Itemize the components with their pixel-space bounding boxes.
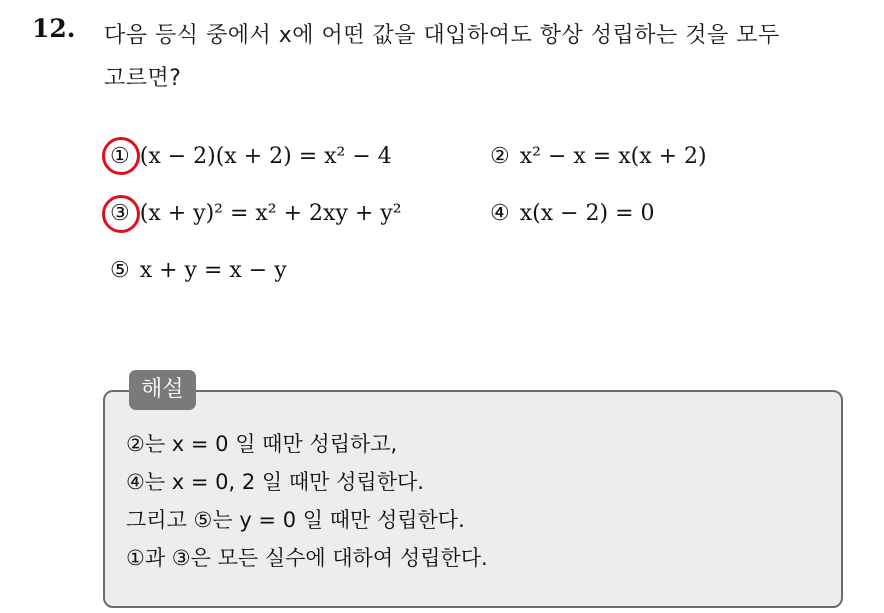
choice-1-expression: (x − 2)(x + 2) = x² − 4	[139, 144, 392, 169]
solution-line-4: ①과 ③은 모든 실수에 대하여 성립한다.	[126, 546, 488, 570]
choice-4-number: ④	[490, 201, 510, 226]
question-text-line2: 고르면?	[104, 66, 182, 91]
question-text	[104, 14, 874, 100]
choice-5-number: ⑤	[110, 258, 130, 283]
choice-2-expression: x² − x = x(x + 2)	[519, 144, 707, 169]
choice-1[interactable]	[110, 144, 392, 169]
choice-3-expression: (x + y)² = x² + 2xy + y²	[139, 201, 402, 226]
choice-4-expression: x(x − 2) = 0	[519, 201, 655, 226]
choice-5-expression: x + y = x − y	[139, 258, 287, 283]
choice-3[interactable]	[110, 201, 402, 226]
solution-line-2: ④는 x = 0, 2 일 때만 성립한다.	[126, 470, 424, 494]
solution-line-3: 그리고 ⑤는 y = 0 일 때만 성립한다.	[126, 508, 465, 532]
choice-5[interactable]	[110, 258, 287, 283]
choice-2[interactable]	[490, 144, 707, 169]
question-text-line1: 다음 등식 중에서 x에 어떤 값을 대입하여도 항상 성립하는 것을 모두	[104, 23, 780, 48]
solution-label: 해설	[129, 370, 196, 410]
choice-3-number: ③	[110, 201, 130, 226]
solution-line-1: ②는 x = 0 일 때만 성립하고,	[126, 432, 398, 456]
choice-1-number: ①	[110, 144, 130, 169]
choice-4[interactable]	[490, 201, 655, 226]
question-number: 12.	[32, 14, 76, 43]
choice-2-number: ②	[490, 144, 510, 169]
solution-text	[126, 425, 826, 577]
